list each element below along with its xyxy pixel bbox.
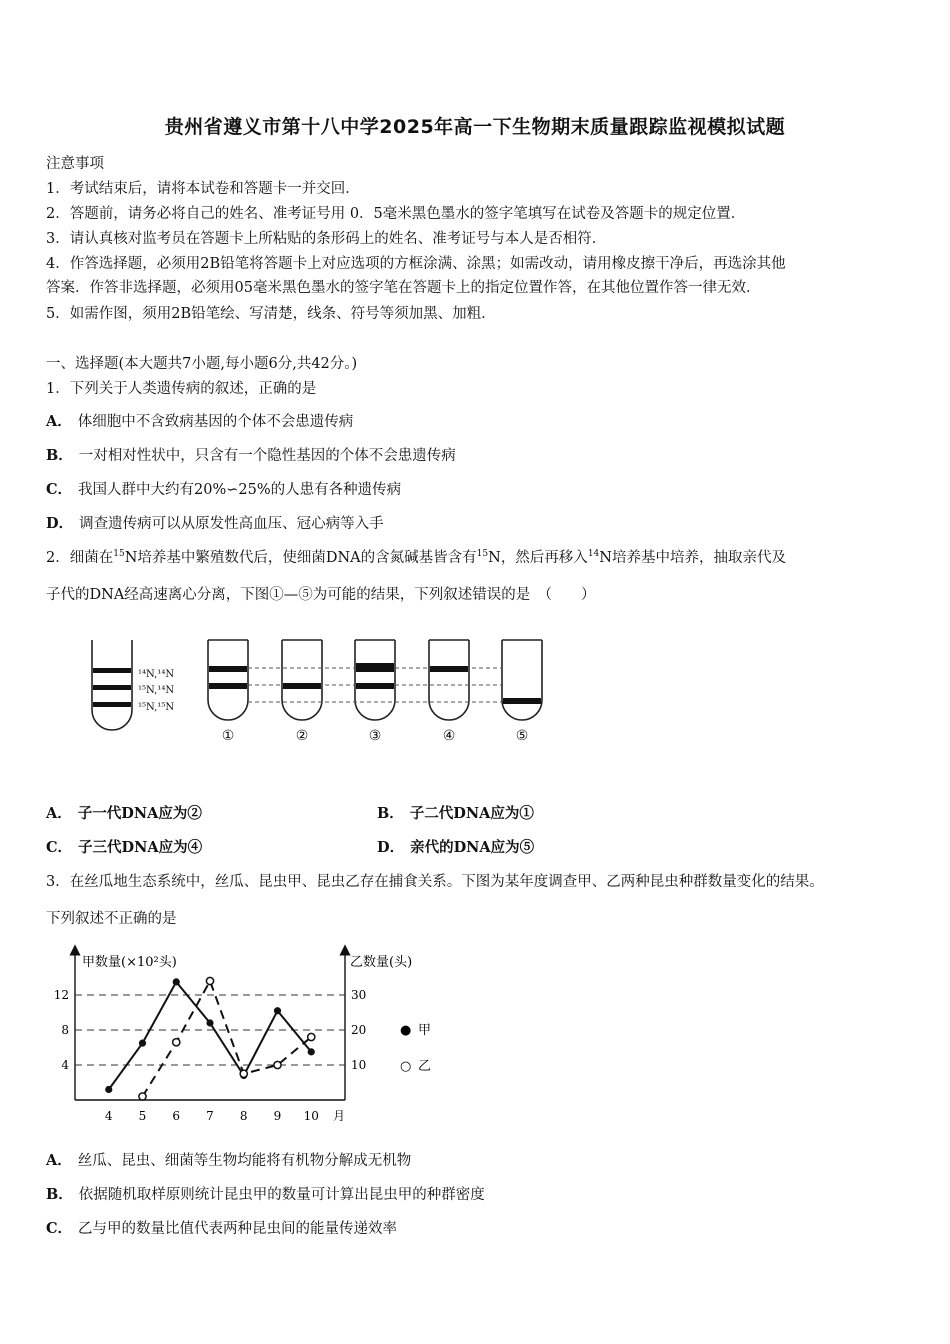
option-text: 丝瓜、昆虫、细菌等生物均能将有机物分解成无机物	[77, 1153, 412, 1169]
q3-option-b[interactable]	[46, 1183, 485, 1204]
tube-5-band-bottom	[503, 698, 541, 704]
q1-option-d[interactable]	[46, 512, 384, 533]
tube-2	[282, 640, 322, 720]
ref-label-15-14: ¹⁵N,¹⁴N	[138, 685, 175, 696]
tube-4-band-top	[430, 666, 468, 672]
option-label: A．	[46, 1152, 72, 1169]
ref-band-15-15	[93, 702, 131, 707]
tube-4	[429, 640, 469, 720]
x-tick-label: 7	[206, 1109, 214, 1123]
option-text: 我国人群中大约有20%∽25%的人患有各种遗传病	[78, 482, 402, 498]
option-label: B．	[377, 805, 404, 822]
option-text: 子二代DNA应为①	[409, 805, 534, 822]
option-text: 体细胞中不含致病基因的个体不会患遗传病	[77, 414, 354, 430]
left-axis-title: 甲数量(×10²头)	[82, 955, 177, 970]
ref-band-15-14	[93, 685, 131, 690]
x-tick-label: 5	[138, 1109, 147, 1123]
right-tick-label: 20	[351, 1023, 367, 1037]
option-text: 依据随机取样原则统计昆虫甲的数量可计算出昆虫甲的种群密度	[78, 1187, 485, 1203]
q1-option-a[interactable]	[46, 410, 353, 431]
q2-option-a[interactable]	[46, 802, 202, 823]
data-point-yi	[308, 1033, 315, 1040]
option-text: 乙与甲的数量比值代表两种昆虫间的能量传递效率	[78, 1221, 398, 1237]
option-text: 子一代DNA应为②	[77, 805, 202, 822]
q1-stem: 1．下列关于人类遗传病的叙述，正确的是	[46, 381, 317, 397]
data-point-yi	[206, 977, 213, 984]
population-chart	[40, 940, 460, 1130]
tube-label-3: ③	[368, 728, 382, 744]
data-point-jia	[139, 1040, 146, 1047]
tube-3	[355, 640, 395, 720]
x-axis-unit: 月	[333, 1109, 346, 1123]
tube-1-band-top	[209, 666, 247, 672]
notice-item-4-cont: 答案．作答非选择题，必须用05毫米黑色墨水的签字笔在答题卡上的指定位置作答，在其他位置作答一律无效．	[46, 280, 761, 296]
legend-marker-yi: ○	[400, 1059, 412, 1074]
notice-item-2: 2．答题前，请务必将自己的姓名、准考证号用 0．5毫米黑色墨水的签字笔填写在试卷及答题卡的规定位置．	[46, 206, 746, 222]
right-tick-label: 10	[351, 1058, 367, 1072]
option-text: 亲代的DNA应为⑤	[410, 839, 535, 856]
right-axis-title: 乙数量(头)	[350, 955, 413, 970]
x-tick-label: 4	[104, 1109, 113, 1123]
option-label: D．	[46, 515, 74, 532]
data-point-yi	[274, 1061, 281, 1068]
data-point-jia	[173, 978, 180, 985]
notice-item-1: 1．考试结束后，请将本试卷和答题卡一并交回．	[46, 181, 360, 197]
section-heading: 一、选择题(本大题共7小题,每小题6分,共42分。)	[46, 356, 358, 372]
series-line-jia	[109, 982, 312, 1090]
tube-label-2: ②	[295, 728, 309, 744]
legend-label-jia: 甲	[418, 1023, 432, 1038]
tube-label-1: ①	[221, 728, 235, 744]
data-point-jia	[206, 1019, 213, 1026]
page-title: 贵州省遵义市第十八中学2025年高一下生物期末质量跟踪监视模拟试题	[164, 116, 786, 138]
right-tick-label: 30	[351, 988, 367, 1002]
data-point-jia	[308, 1048, 315, 1055]
x-tick-label: 10	[303, 1109, 319, 1123]
option-label: A．	[46, 805, 72, 822]
legend-marker-jia: ●	[400, 1023, 412, 1038]
option-text: 子三代DNA应为④	[78, 839, 203, 856]
tube-2-band-mid	[283, 683, 321, 689]
notice-item-4: 4．作答选择题，必须用2B铅笔将答题卡上对应选项的方框涂满、涂黑；如需改动，请用橡皮擦干净后，再选涂其他	[46, 256, 786, 272]
q1-option-b[interactable]	[46, 444, 456, 465]
tube-label-4: ④	[442, 728, 456, 744]
tube-3-band-mid	[356, 683, 394, 689]
q2-option-b[interactable]	[377, 802, 534, 823]
q3-stem-cont: 下列叙述不正确的是	[46, 911, 177, 927]
ref-band-14-14	[93, 668, 131, 673]
option-label: C．	[46, 839, 73, 856]
data-point-yi	[139, 1093, 146, 1100]
notice-item-3: 3．请认真核对监考员在答题卡上所粘贴的条形码上的姓名、准考证号与本人是否相符．	[46, 231, 607, 247]
data-point-yi	[240, 1070, 247, 1077]
option-label: B．	[46, 1186, 73, 1203]
ref-label-15-15: ¹⁵N,¹⁵N	[138, 702, 175, 713]
option-label: A．	[46, 413, 72, 430]
q2-option-c[interactable]	[46, 836, 202, 857]
chart-legend	[400, 1023, 431, 1074]
x-tick-label: 9	[273, 1109, 282, 1123]
ref-label-14-14: ¹⁴N,¹⁴N	[138, 669, 175, 680]
legend-label-yi: 乙	[418, 1059, 432, 1074]
q2-stem: 2．细菌在$^{15}$N培养基中繁殖数代后，使细菌DNA的含氮碱基皆含有$^{15}$N，然后再移入$^{14}$N培养基中培养，抽取亲代及	[46, 549, 786, 566]
option-label: B．	[46, 447, 73, 464]
left-tick-label: 8	[61, 1023, 69, 1037]
q3-option-c[interactable]	[46, 1217, 397, 1238]
tube-3-band-top	[356, 663, 394, 672]
data-point-jia	[105, 1086, 112, 1093]
data-point-jia	[274, 1007, 281, 1014]
left-tick-label: 4	[61, 1058, 69, 1072]
option-label: C．	[46, 1220, 73, 1237]
tube-1-band-mid	[209, 683, 247, 689]
tube-5	[502, 640, 542, 720]
option-label: C．	[46, 481, 73, 498]
q2-stem-cont: 子代的DNA经高速离心分离，下图①—⑤为可能的结果，下列叙述错误的是 （ ）	[46, 587, 596, 603]
tube-1	[208, 640, 248, 720]
notice-item-5: 5．如需作图，须用2B铅笔绘、写清楚，线条、符号等须加黑、加粗．	[46, 306, 496, 322]
notice-heading: 注意事项	[46, 156, 104, 172]
q1-option-c[interactable]	[46, 478, 401, 499]
option-label: D．	[377, 839, 405, 856]
tube-label-5: ⑤	[515, 728, 529, 744]
x-tick-label: 6	[172, 1109, 181, 1123]
data-point-yi	[173, 1039, 180, 1046]
left-tick-label: 12	[53, 988, 69, 1002]
x-tick-label: 8	[239, 1109, 248, 1123]
option-text: 调查遗传病可以从原发性高血压、冠心病等入手	[79, 516, 384, 532]
q2-option-d[interactable]	[377, 836, 534, 857]
option-text: 一对相对性状中，只含有一个隐性基因的个体不会患遗传病	[78, 448, 456, 464]
q3-stem: 3．在丝瓜地生态系统中，丝瓜、昆虫甲、昆虫乙存在捕食关系。下图为某年度调查甲、乙两种昆虫种群数量变化的结果。	[46, 874, 824, 890]
q3-option-a[interactable]	[46, 1149, 411, 1170]
centrifuge-figure	[80, 630, 560, 755]
